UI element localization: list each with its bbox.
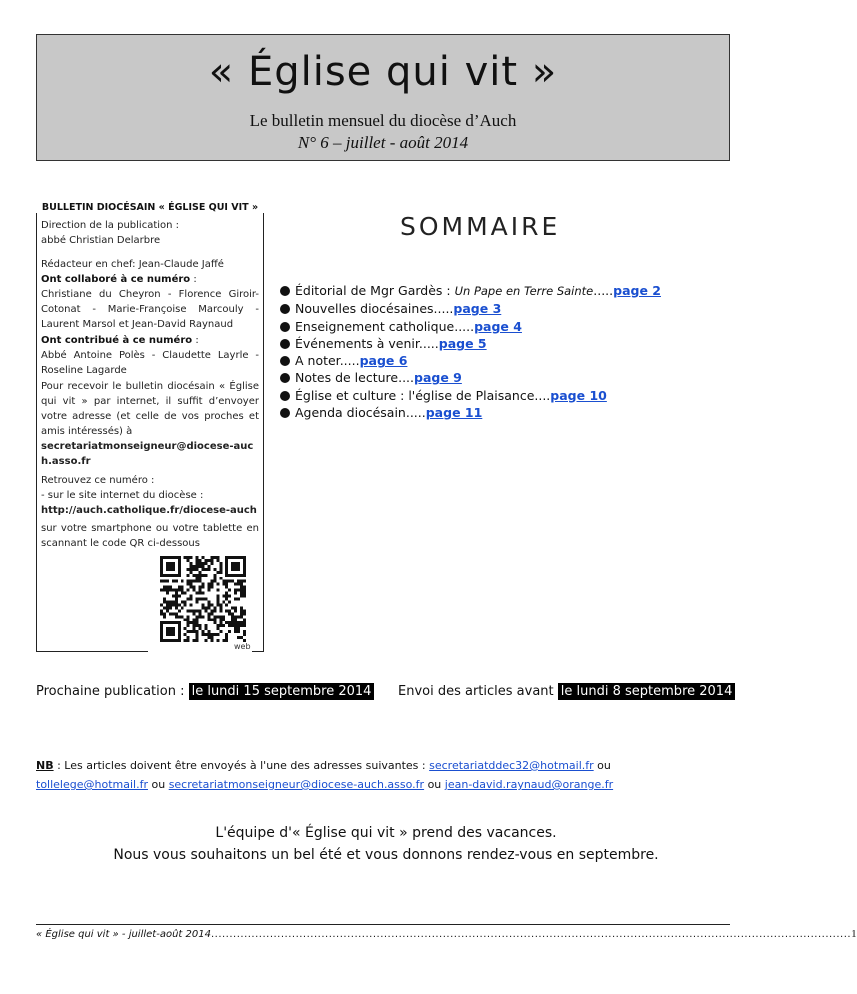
credits-heading: BULLETIN DIOCÉSAIN « ÉGLISE QUI VIT »	[36, 202, 264, 213]
bullet-icon	[280, 408, 290, 418]
contributors-block: Ont contribué à ce numéro : Abbé Antoine Polès - Claudette Layrle - Roseline Lagarde	[41, 335, 259, 376]
find-issue-block	[41, 473, 259, 518]
bullet-icon	[280, 391, 290, 401]
summary-item-label: Agenda diocésain	[295, 405, 406, 421]
box-border-bottom-left	[36, 651, 148, 652]
next-publication-date: le lundi 15 septembre 2014	[189, 683, 375, 700]
page-link[interactable]: page 9	[414, 370, 462, 386]
smartphone-text: sur votre smartphone ou votre tablette en scannant le code QR ci-dessous	[41, 523, 259, 549]
summary-item-leader: .....	[593, 283, 614, 298]
issue-number: N° 6 – juillet - août 2014	[297, 133, 469, 152]
summary-item-leader: .....	[339, 353, 360, 369]
summary-item	[280, 282, 750, 300]
summary-item-label: Événements à venir	[295, 335, 419, 351]
page-link[interactable]: page 5	[438, 335, 487, 351]
contributors-names: Abbé Antoine Polès - Claudette Layrle - Roseline Lagarde	[41, 350, 259, 376]
summary-item	[280, 387, 750, 404]
summary-item	[280, 352, 750, 369]
page-link[interactable]: page 10	[550, 387, 607, 403]
page-link[interactable]: page 11	[425, 405, 483, 421]
find-issue-label: Retrouvez ce numéro :	[41, 475, 155, 486]
summary-item-leader: .....	[405, 405, 426, 421]
qr-code-icon[interactable]	[158, 556, 248, 642]
summary-item	[280, 404, 750, 421]
next-publication-label: Prochaine publication :	[36, 684, 185, 699]
editor-in-chief: Rédacteur en chef: Jean-Claude Jaffé	[41, 259, 224, 270]
email-link[interactable]: secretariatmonseigneur@diocese-auch.asso.fr	[168, 778, 425, 791]
summary-item-leader: .....	[454, 318, 475, 334]
bullet-icon	[280, 373, 290, 383]
nb-separator: ou	[424, 778, 445, 791]
article-deadline	[398, 684, 735, 699]
email-link[interactable]: jean-david.raynaud@orange.fr	[444, 778, 614, 791]
summary-item-label: Notes de lecture	[295, 370, 399, 386]
contributors-label: Ont contribué à ce numéro	[41, 335, 193, 346]
masthead	[36, 34, 730, 161]
nb-separator: ou	[593, 759, 611, 772]
summary-item	[280, 369, 750, 386]
vacation-line-2: Nous vous souhaitons un bel été et vous donnons rendez-vous en septembre.	[113, 847, 659, 863]
collaborators-names: Christiane du Cheyron - Florence Giroir-Cotonat - Marie-Françoise Marcouly - Laurent Marsol et Jean-David Raynaud	[41, 289, 259, 330]
summary-item-leader: .....	[418, 335, 439, 351]
box-border-bottom-right	[252, 651, 264, 652]
summary-item-leader: ....	[534, 387, 551, 403]
website-url[interactable]: http://auch.catholique.fr/diocese-auch	[41, 505, 257, 516]
article-deadline-label: Envoi des articles avant	[398, 684, 554, 699]
page-link[interactable]: page 6	[359, 353, 408, 369]
nb-note	[36, 756, 736, 794]
subscribe-email[interactable]: secretariatmonseigneur@diocese-auch.asso.fr	[41, 441, 254, 467]
email-link[interactable]: tollelege@hotmail.fr	[36, 778, 148, 791]
page-link[interactable]: page 2	[613, 283, 661, 298]
direction-name: abbé Christian Delarbre	[41, 235, 161, 246]
bullet-icon	[280, 339, 290, 349]
qr-label: web	[234, 642, 251, 651]
nb-text: : Les articles doivent être envoyés à l'une des adresses suivantes :	[53, 759, 430, 772]
table-of-contents	[280, 282, 750, 421]
summary-item-label: A noter	[295, 353, 340, 369]
summary-item-leader: .....	[433, 301, 454, 317]
subscribe-block	[41, 379, 259, 469]
summary-item-label: Enseignement catholique	[295, 318, 455, 334]
subscribe-text: Pour recevoir le bulletin diocésain « Église qui vit » par internet, il suffit d’envoyer votre adresse (et celle de vos proches et amis intéressés) à	[41, 381, 259, 437]
bullet-icon	[280, 356, 290, 366]
collaborators-label: Ont collaboré à ce numéro	[41, 274, 191, 285]
vacation-line-1: L'équipe d'« Église qui vit » prend des vacances.	[215, 825, 557, 841]
summary-item-label: Église et culture : l'église de Plaisance	[295, 387, 535, 403]
vacation-message	[36, 822, 736, 866]
bulletin-title: « Église qui vit »	[208, 49, 558, 95]
email-link[interactable]: secretariatddec32@hotmail.fr	[429, 759, 594, 772]
summary-item	[280, 335, 750, 352]
direction-block	[41, 218, 259, 248]
page-link[interactable]: page 4	[474, 318, 522, 334]
footer-leader: ..............................................................................................................................................................................	[210, 929, 852, 940]
footer-rule	[36, 924, 730, 925]
article-deadline-date: le lundi 8 septembre 2014	[558, 683, 736, 700]
summary-item-label: Nouvelles diocésaines	[295, 301, 434, 317]
summary-item-leader: ....	[398, 370, 414, 386]
page-footer	[36, 928, 857, 940]
website-text: - sur le site internet du diocèse :	[41, 490, 204, 501]
smartphone-block	[41, 521, 259, 551]
summary-item	[280, 300, 750, 317]
nb-separator: ou	[147, 778, 169, 791]
summary-item-label: Éditorial de Mgr Gardès :	[295, 283, 455, 298]
page-number: 1	[851, 928, 857, 940]
bullet-icon	[280, 286, 290, 296]
bulletin-subtitle: Le bulletin mensuel du diocèse d’Auch	[249, 111, 517, 130]
direction-label: Direction de la publication :	[41, 220, 180, 231]
bullet-icon	[280, 322, 290, 332]
footer-text: « Église qui vit » - juillet-août 2014	[36, 929, 211, 940]
bullet-icon	[280, 304, 290, 314]
nb-label: NB	[36, 759, 54, 772]
editor-block: Rédacteur en chef: Jean-Claude Jaffé Ont collaboré à ce numéro : Christiane du Cheyron - Florence Giroir-Cotonat - Marie-Françoise Marcouly - Laurent Marsol et Jean-David Raynaud	[41, 259, 259, 330]
summary-title: SOMMAIRE	[400, 212, 561, 241]
next-publication	[36, 684, 374, 699]
summary-item-subtitle: Un Pape en Terre Sainte	[454, 284, 594, 298]
summary-item	[280, 318, 750, 335]
page-link[interactable]: page 3	[453, 301, 502, 317]
